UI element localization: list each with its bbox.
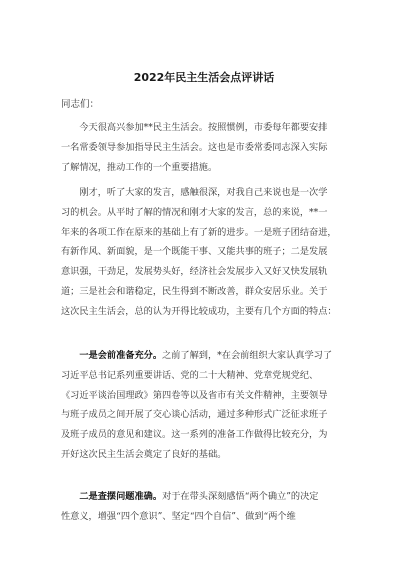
text-line: 与班子成员之间开展了交心谈心活动，通过多种形式广泛征求班子 — [61, 409, 328, 421]
text-line: 开好这次民主生活会奠定了良好的基础。 — [61, 448, 227, 460]
text-line: 习近平总书记系列重要讲话、党的二十大精神、党章党规党纪、 — [61, 369, 319, 381]
text-line: 刚才，听了大家的发言，感触很深，对我自己来说也是一次学 — [61, 187, 328, 198]
text-segment: 之前了解到，*在会前组织大家认真学习了 — [162, 350, 333, 361]
salutation: 同志们： — [61, 99, 100, 110]
text-line: 道；三是社会和谐稳定，民生得到不断改善，群众安居乐业。关于 — [61, 285, 328, 297]
text-segment: 对于在带头深刻感悟“两个确立”的决定 — [162, 491, 319, 502]
text-line: 年来的各项工作在原来的基础上有了新的进步。一是班子团结奋进， — [61, 226, 337, 238]
point-lead: 二是查摆问题准确。 — [61, 491, 163, 502]
text-line: 及班子成员的意见和建议。这一系列的准备工作做得比较充分，为 — [61, 429, 328, 441]
text-line: 习的机会。从平时了解的情况和刚才大家的发言，总的来说，**一 — [61, 206, 328, 218]
paragraph-intro — [61, 118, 351, 177]
text-line: 《习近平谈治国理政》第四卷等以及省市有关文件精神，主要领导 — [61, 389, 328, 401]
text-line: 这次民主生活会，总的认为开得比较成功，主要有几个方面的特点： — [61, 305, 337, 317]
document-title: 2022年民主生活会点评讲话 — [133, 71, 275, 84]
paragraph-point-one — [61, 346, 351, 465]
text-line — [61, 346, 351, 366]
paragraph-overview — [61, 183, 351, 322]
text-line: 一名常委领导参加指导民主生活会。这也是市委常委同志深入实际 — [61, 141, 328, 153]
text-line: 今天很高兴参加**民主生活会。按照惯例，市委每年都要安排 — [61, 122, 328, 133]
text-line: 有新作风、新面貌，是一个既能干事、又能共事的班子；二是发展 — [61, 246, 328, 258]
paragraph-point-two — [61, 487, 351, 527]
text-line: 性意义，增强“四个意识”、坚定“四个自信”、做到“两个维 — [61, 510, 296, 522]
text-line: 意识强，干劲足，发展势头好，经济社会发展步入又好又快发展轨 — [61, 266, 328, 278]
text-line — [61, 487, 351, 507]
text-line: 了解情况，推动工作的一个重要措施。 — [61, 161, 218, 173]
point-lead: 一是会前准备充分。 — [61, 350, 163, 361]
